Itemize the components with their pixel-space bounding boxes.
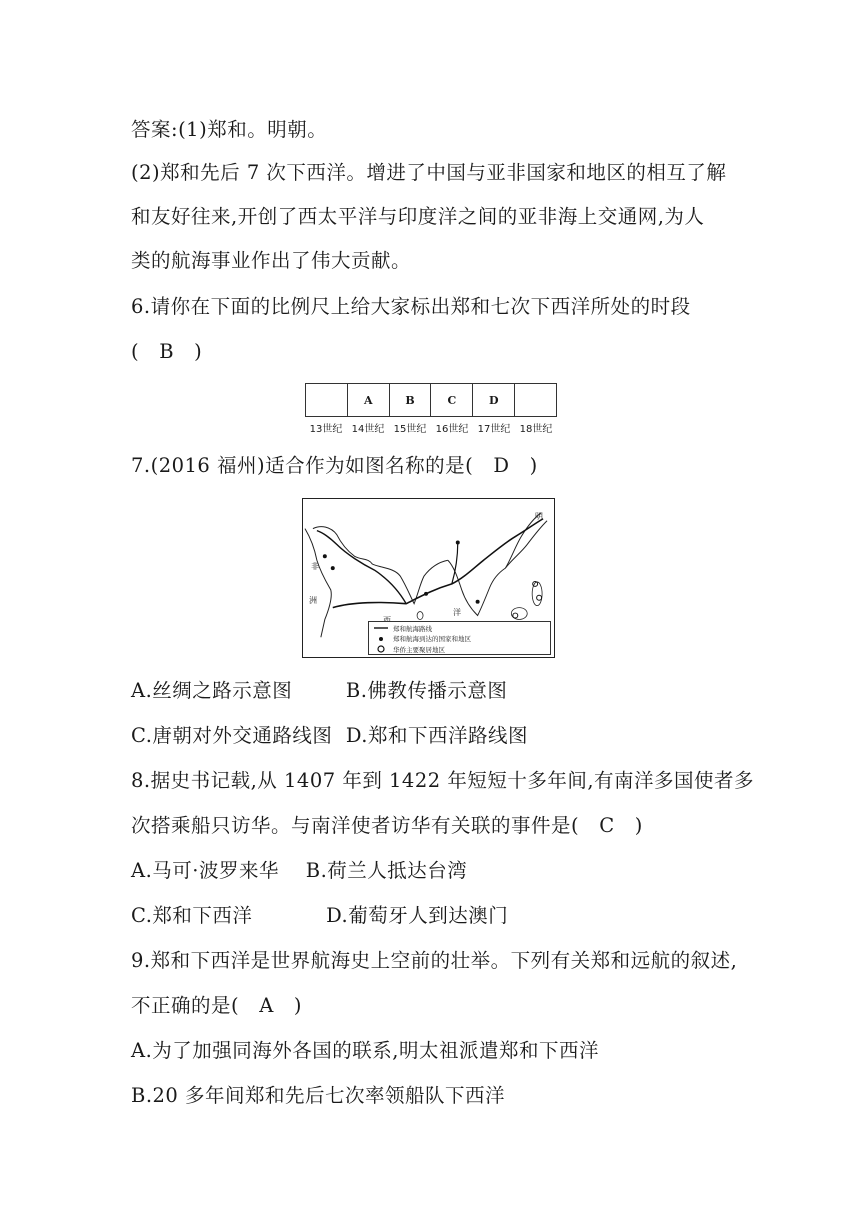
route-line xyxy=(333,519,543,608)
legend-route: 郑和航海路线 xyxy=(373,623,546,634)
ruler-cell: D xyxy=(473,384,515,416)
map-label-ming: 明 xyxy=(535,512,543,521)
ruler-century-label: 18世纪 xyxy=(519,424,553,435)
q9-option-a: A.为了加强同海外各国的联系,明太祖派遣郑和下西洋 xyxy=(131,1039,599,1062)
q9-option-b: B.20 多年间郑和先后七次率领船队下西洋 xyxy=(131,1084,506,1107)
africa-coast xyxy=(305,529,331,638)
india-coast xyxy=(372,560,447,603)
q8-options-ab: A.马可·波罗来华 B.荷兰人抵达台湾 xyxy=(131,859,468,882)
ruler-cell: B xyxy=(390,384,432,416)
question-6-answer: ( B ) xyxy=(131,340,203,363)
time-scale-ruler xyxy=(305,383,557,435)
question-8-line-1: 8.据史书记载,从 1407 年到 1422 年短短十多年间,有南洋多国使者多 xyxy=(131,769,755,792)
map-legend xyxy=(368,621,551,655)
dot-icon xyxy=(373,636,389,642)
answer-line-4: 类的航海事业作出了伟大贡献。 xyxy=(131,249,412,272)
ruler-cell xyxy=(306,384,348,416)
question-8-line-2: 次搭乘船只访华。与南洋使者访华有关联的事件是( C ) xyxy=(131,814,643,837)
map-label-yang: 洋 xyxy=(453,608,461,617)
ruler-cell: C xyxy=(431,384,473,416)
route-line-icon xyxy=(373,626,389,630)
answer-line-2: (2)郑和先后 7 次下西洋。增进了中国与亚非国家和地区的相互了解 xyxy=(131,161,727,184)
legend-reached: 郑和航海到达的国家和地区 xyxy=(373,634,546,645)
ruler-century-label: 15世纪 xyxy=(393,424,427,435)
answer-line-3: 和友好往来,开创了西太平洋与印度洋之间的亚非海上交通网,为人 xyxy=(131,205,705,228)
question-9-line-2: 不正确的是( A ) xyxy=(131,994,302,1017)
question-6: 6.请你在下面的比例尺上给大家标出郑和七次下西洋所处的时段 xyxy=(131,295,691,318)
q7-options-ab: A.丝绸之路示意图 B.佛教传播示意图 xyxy=(131,679,508,702)
ring-icon xyxy=(373,645,389,653)
ruler-century-label: 13世纪 xyxy=(309,424,343,435)
question-7: 7.(2016 福州)适合作为如图名称的是( D ) xyxy=(131,454,538,477)
answer-line-1: 答案:(1)郑和。明朝。 xyxy=(131,118,328,141)
ruler-century-label: 14世纪 xyxy=(351,424,385,435)
ruler-century-label: 17世纪 xyxy=(477,424,511,435)
ruler-cell xyxy=(515,384,556,416)
q7-options-cd: C.唐朝对外交通路线图 D.郑和下西洋路线图 xyxy=(131,724,528,747)
legend-overseas-chinese: 华侨主要聚居地区 xyxy=(373,644,546,655)
map-label-fei: 非 xyxy=(311,562,319,571)
map-label-zhou: 洲 xyxy=(309,596,317,605)
q8-options-cd: C.郑和下西洋 D.葡萄牙人到达澳门 xyxy=(131,904,509,927)
question-9-line-1: 9.郑和下西洋是世界航海史上空前的壮举。下列有关郑和远航的叙述, xyxy=(131,949,738,972)
ruler-century-label: 16世纪 xyxy=(435,424,469,435)
ruler-cell: A xyxy=(348,384,390,416)
